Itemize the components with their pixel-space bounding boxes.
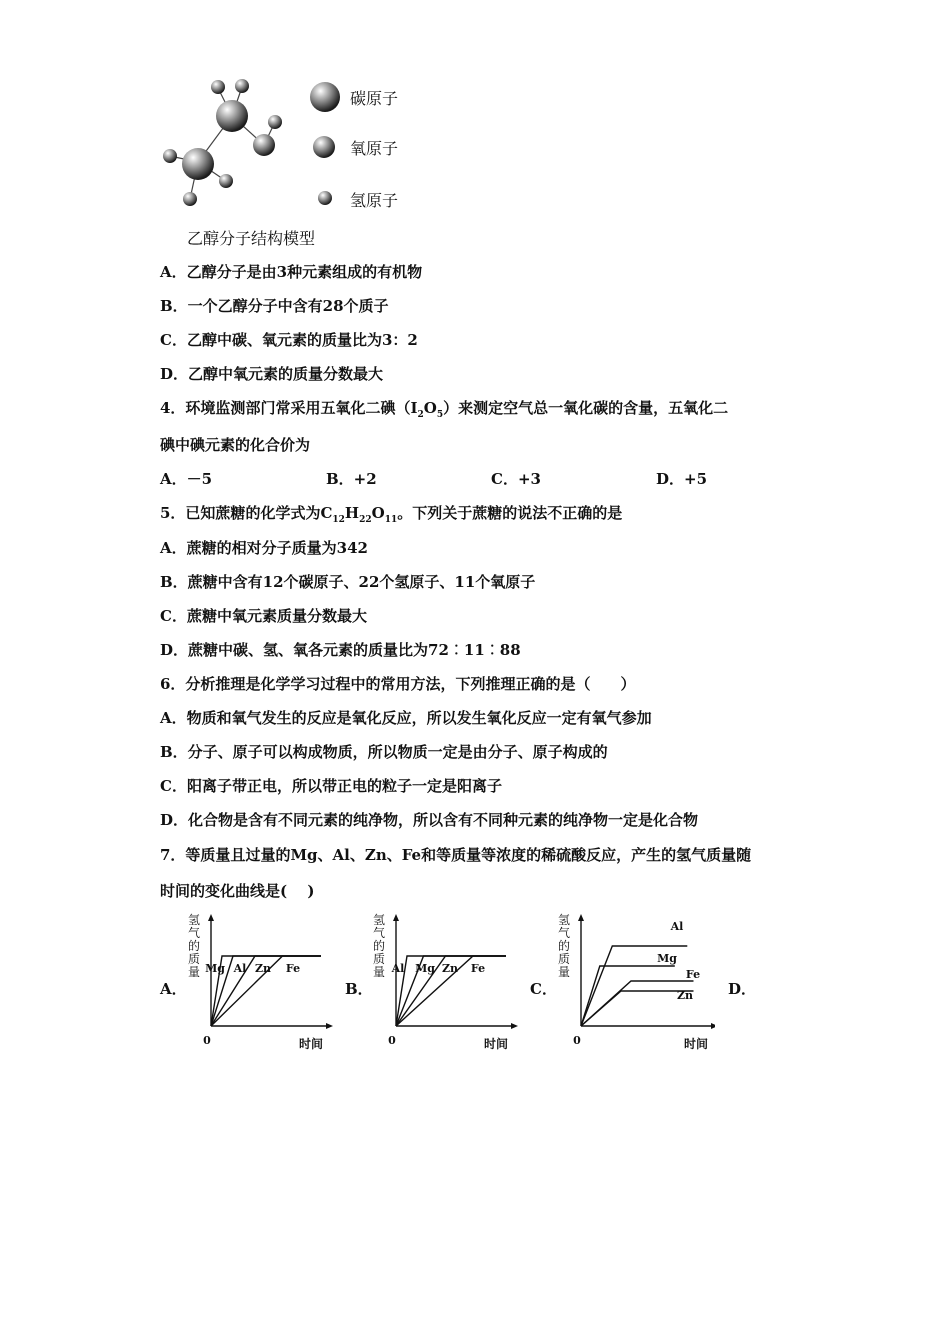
y-axis-label-char: 量	[558, 965, 571, 979]
series-label-al: Al	[233, 962, 247, 975]
q4-option-c: C．+3	[491, 470, 541, 488]
graph-c	[555, 910, 715, 1055]
q7-stem-line1: 7．等质量且过量的Mg、Al、Zn、Fe和等质量等浓度的稀硫酸反应，产生的氢气质量随	[160, 846, 752, 864]
hydrogen-atom	[268, 115, 282, 129]
y-axis-label-char: 氢	[558, 913, 571, 927]
series-line-mg	[581, 966, 675, 1026]
q5-option-b: B．蔗糖中含有12个碳原子、22个氢原子、11个氧原子	[160, 573, 536, 591]
hydrogen-atom	[235, 79, 249, 93]
q6-option-b: B．分子、原子可以构成物质，所以物质一定是由分子、原子构成的	[160, 743, 608, 761]
origin-label: 0	[573, 1034, 581, 1047]
series-label-mg: Mg	[415, 962, 435, 975]
q4-stem-line2: 碘中碘元素的化合价为	[160, 436, 311, 454]
ethanol-molecule-model	[150, 70, 300, 220]
oxygen-legend-icon	[311, 134, 337, 160]
y-axis-label-char: 质	[558, 952, 571, 966]
carbon-legend-icon	[308, 80, 342, 114]
y-axis-arrow-icon	[578, 914, 584, 921]
legend-hydrogen: 氢原子	[350, 191, 399, 210]
hydrogen-atom	[211, 80, 225, 94]
series-label-al: Al	[391, 962, 405, 975]
x-axis-label: 时间	[298, 1037, 324, 1051]
q5-stem: 5．已知蔗糖的化学式为$C_{12}H_{22}O_{11}$。下列关于蔗糖的说法不正确的是	[160, 504, 623, 525]
hydrogen-atom	[183, 192, 197, 206]
y-axis-label-char: 的	[373, 939, 386, 953]
y-axis-arrow-icon	[393, 914, 399, 921]
figure-caption: 乙醇分子结构模型	[187, 229, 316, 248]
series-label-al: Al	[670, 920, 684, 933]
oxygen-atom	[253, 134, 275, 156]
y-axis-label-char: 量	[188, 965, 201, 979]
series-label-zn: Zn	[441, 962, 459, 975]
hydrogen-atom	[219, 174, 233, 188]
y-axis-label-char: 气	[188, 926, 201, 940]
q5-option-a: A．蔗糖的相对分子质量为342	[160, 539, 368, 557]
q7-option-c-label: C．	[530, 980, 557, 998]
y-axis-label-char: 质	[188, 952, 201, 966]
q5-option-c: C．蔗糖中氧元素质量分数最大	[160, 607, 367, 625]
y-axis-label-char: 气	[373, 926, 386, 940]
q7-option-b-label: B．	[345, 980, 373, 998]
legend-oxygen: 氧原子	[350, 139, 399, 158]
q4-option-d: D．+5	[656, 470, 708, 488]
y-axis-label-char: 气	[558, 926, 571, 940]
series-label-fe: Fe	[285, 962, 301, 975]
q6-option-c: C．阳离子带正电，所以带正电的粒子一定是阳离子	[160, 777, 502, 795]
q4-stem-line1: 4．环境监测部门常采用五氧化二碘$(I_2O_5)$来测定空气总一氧化碳的含量，五氧化二	[160, 399, 729, 420]
hydrogen-atom	[163, 149, 177, 163]
x-axis-label: 时间	[483, 1037, 509, 1051]
q4-option-a: A．－5	[160, 470, 213, 488]
q5-option-d: D．蔗糖中碳、氢、氧各元素的质量比为72︰11︰88	[160, 641, 521, 659]
series-label-zn: Zn	[676, 989, 694, 1002]
y-axis-label-char: 的	[188, 939, 201, 953]
carbon-atom	[216, 100, 248, 132]
q6-stem: 6．分析推理是化学学习过程中的常用方法，下列推理正确的是（ ）	[160, 675, 636, 693]
y-axis-label-char: 的	[558, 939, 571, 953]
q3-option-c: C．乙醇中碳、氧元素的质量比为3：2	[160, 331, 418, 349]
q7-option-a-label: A．	[160, 980, 187, 998]
series-line-fe	[581, 981, 694, 1026]
q4-option-b: B．+2	[326, 470, 377, 488]
series-label-fe: Fe	[470, 962, 486, 975]
y-axis-arrow-icon	[208, 914, 214, 921]
origin-label: 0	[203, 1034, 211, 1047]
legend-carbon: 碳原子	[350, 89, 399, 108]
y-axis-label-char: 质	[373, 952, 386, 966]
q3-option-a: A．乙醇分子是由3种元素组成的有机物	[160, 263, 423, 281]
origin-label: 0	[388, 1034, 396, 1047]
y-axis-label-char: 量	[373, 965, 386, 979]
q6-option-a: A．物质和氧气发生的反应是氧化反应，所以发生氧化反应一定有氧气参加	[160, 709, 652, 727]
series-label-mg: Mg	[205, 962, 225, 975]
series-label-mg: Mg	[657, 952, 677, 965]
graph-a	[185, 910, 335, 1055]
x-axis-label: 时间	[683, 1037, 709, 1051]
q3-option-b: B．一个乙醇分子中含有28个质子	[160, 297, 389, 315]
q7-option-d-label: D．	[728, 980, 757, 998]
x-axis-arrow-icon	[326, 1023, 333, 1029]
series-label-zn: Zn	[254, 962, 272, 975]
q3-option-d: D．乙醇中氧元素的质量分数最大	[160, 365, 384, 383]
graph-b	[370, 910, 520, 1055]
x-axis-arrow-icon	[511, 1023, 518, 1029]
series-label-fe: Fe	[685, 968, 701, 981]
q7-stem-line2: 时间的变化曲线是( )	[160, 882, 315, 900]
y-axis-label-char: 氢	[373, 913, 386, 927]
q6-option-d: D．化合物是含有不同元素的纯净物，所以含有不同种元素的纯净物一定是化合物	[160, 811, 699, 829]
hydrogen-legend-icon	[316, 189, 334, 207]
carbon-atom	[182, 148, 214, 180]
y-axis-label-char: 氢	[188, 913, 201, 927]
x-axis-arrow-icon	[711, 1023, 715, 1029]
